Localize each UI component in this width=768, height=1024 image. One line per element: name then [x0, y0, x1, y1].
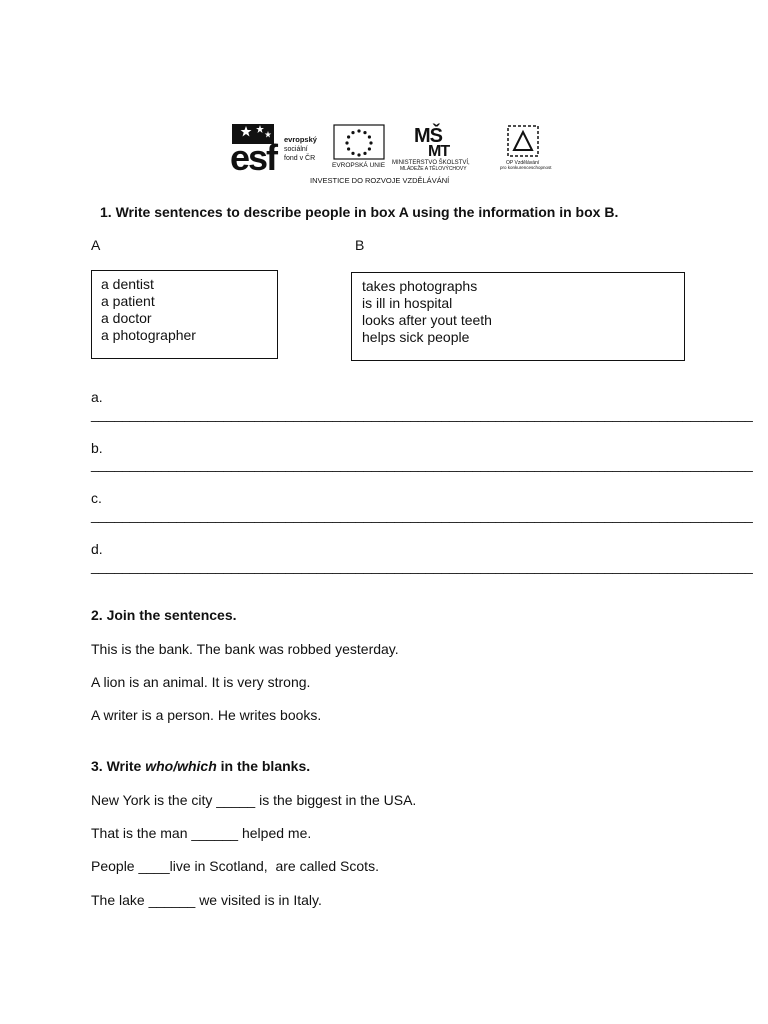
logo-banner: [224, 120, 564, 188]
answer-line-a[interactable]: _____________________________________________________________________________________: [91, 406, 753, 422]
box-a-item: a dentist: [101, 276, 154, 292]
box-a: [91, 270, 278, 359]
msmt-logo: [392, 123, 470, 172]
answer-label-a: a.: [91, 389, 103, 405]
exercise-3-title-suffix: in the blanks.: [216, 758, 311, 774]
svg-text:MINISTERSTVO ŠKOLSTVÍ,: MINISTERSTVO ŠKOLSTVÍ,: [392, 160, 470, 166]
answer-line-d[interactable]: _____________________________________________________________________________________: [91, 558, 753, 574]
svg-text:MŠ: MŠ: [414, 125, 442, 147]
eu-flag-logo: [332, 125, 386, 169]
answer-label-c: c.: [91, 490, 102, 506]
box-b-label: B: [355, 237, 365, 253]
exercise-2-sentence: A lion is an animal. It is very strong.: [91, 674, 311, 690]
exercise-3-sentence: That is the man ______ helped me.: [91, 825, 312, 841]
box-a-item: a patient: [101, 293, 155, 309]
exercise-3-sentence: People ____live in Scotland, are called Scots.: [91, 858, 379, 874]
op-logo: [500, 126, 552, 170]
answer-line-c[interactable]: _____________________________________________________________________________________: [91, 507, 753, 523]
box-b-item: is ill in hospital: [362, 295, 453, 311]
svg-text:sociální: sociální: [284, 146, 308, 153]
box-a-label: A: [91, 237, 101, 253]
svg-text:MLÁDEŽE A TĚLOVÝCHOVY: MLÁDEŽE A TĚLOVÝCHOVY: [400, 166, 467, 172]
svg-text:evropský: evropský: [284, 135, 317, 144]
svg-text:pro konkurenceschopnost: pro konkurenceschopnost: [500, 165, 552, 170]
exercise-1-title: 1. Write sentences to describe people in box A using the information in box B.: [100, 204, 619, 220]
box-a-item: a photographer: [101, 327, 196, 343]
exercise-2-sentence: This is the bank. The bank was robbed yesterday.: [91, 641, 399, 657]
box-b-item: takes photographs: [362, 278, 478, 294]
answer-label-b: b.: [91, 440, 103, 456]
box-b-item: looks after yout teeth: [362, 312, 492, 328]
svg-text:MT: MT: [428, 143, 450, 160]
exercise-3-sentence: The lake ______ we visited is in Italy.: [91, 892, 322, 908]
box-a-item: a doctor: [101, 310, 152, 326]
answer-label-d: d.: [91, 541, 103, 557]
exercise-3-sentence: New York is the city _____ is the biggest in the USA.: [91, 792, 417, 808]
banner-tagline: INVESTICE DO ROZVOJE VZDĚLÁVÁNÍ: [310, 176, 450, 185]
answer-line-b[interactable]: _____________________________________________________________________________________: [91, 456, 753, 472]
exercise-3-title-prefix: 3. Write: [91, 758, 146, 774]
svg-text:OP Vzdělávání: OP Vzdělávání: [506, 160, 540, 166]
svg-text:fond v ČR: fond v ČR: [284, 155, 316, 162]
svg-text:esf: esf: [230, 137, 277, 178]
svg-text:EVROPSKÁ UNIE: EVROPSKÁ UNIE: [332, 162, 386, 169]
exercise-2-title: 2. Join the sentences.: [91, 607, 237, 623]
exercise-2-sentence: A writer is a person. He writes books.: [91, 707, 322, 723]
box-b-item: helps sick people: [362, 329, 470, 345]
exercise-3-title-italic: who/which: [145, 758, 217, 774]
esf-logo: [230, 124, 318, 178]
exercise-3-title: [91, 758, 310, 775]
box-b: [351, 272, 685, 361]
